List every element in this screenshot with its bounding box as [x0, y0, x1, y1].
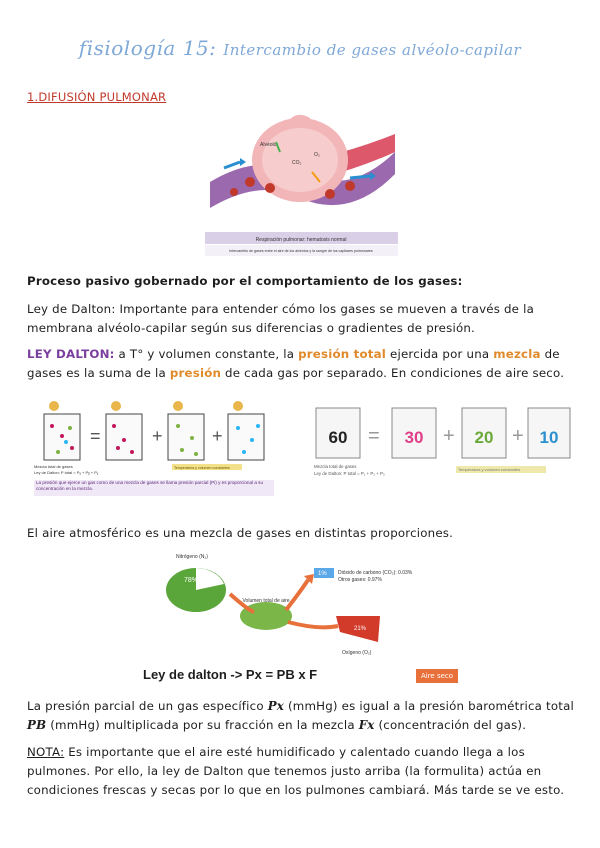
law-keyword-mezcla: mezcla — [493, 347, 541, 361]
note-text: Es importante que el aire esté humidificado y calentado cuando llega a los pulmones. Por ello, la ley de Dalton que tenemos justo arriba (la formulita) actúa en condiciones frescas y secas por lo que en los pulmones cambiará. Más tarde se ve esto. — [27, 745, 565, 797]
dalton-formula: Ley de dalton -> Px = PB x F — [143, 667, 318, 682]
intro-text: Proceso pasivo gobernado por el comportamiento de los gases: — [27, 274, 463, 288]
law-text-1: a T° y volumen constante, la — [114, 347, 299, 361]
op-equals-right: = — [368, 425, 380, 447]
alveolus-label: Alvéolo — [260, 142, 277, 148]
title-sub: Intercambio de gases alvéolo-capilar — [223, 41, 522, 59]
center-label: Volumen total de aire — [242, 598, 290, 604]
air-composition-figure — [158, 550, 458, 658]
partial-pb: PB — [27, 718, 47, 732]
co2-composition: Dióxido de carbono (CO₂): 0.03% — [338, 570, 413, 576]
right-note: Temperatura y volumen constantes — [458, 467, 521, 472]
partial-text-3: (mmHg) multiplicada por su fracción en la mezcla — [46, 718, 359, 732]
o2-composition-label: Oxígeno (O₂) — [342, 650, 372, 656]
value-gas-3: 10 — [539, 428, 559, 447]
co2-label: CO₂ — [292, 160, 302, 166]
alveolus-caption-title: Respiración pulmonar: hematosis normal — [255, 237, 347, 243]
partial-text-4: (concentración del gas). — [374, 718, 527, 732]
value-gas-2: 20 — [474, 428, 494, 447]
law-keyword-total: presión total — [298, 347, 387, 361]
op-plus-left-1: + — [152, 426, 163, 446]
air-paragraph: El aire atmosférico es una mezcla de gases en distintas proporciones. — [27, 526, 454, 540]
law-label: LEY DALTON: — [27, 347, 115, 361]
law-paragraph — [27, 345, 575, 383]
alveolus-figure — [200, 112, 400, 260]
section-heading: 1.DIFUSIÓN PULMONAR — [27, 90, 167, 104]
op-equals-left: = — [90, 426, 101, 446]
o2-value: 21% — [354, 626, 367, 632]
left-note: Temperatura y volumen constantes — [174, 466, 230, 470]
other-gases: Otros gases: 0.97% — [338, 577, 382, 583]
value-gas-1: 30 — [404, 428, 424, 447]
right-label-mix: Mezcla total de gases — [314, 464, 357, 469]
title-main: fisiología 15: — [78, 36, 217, 60]
partial-text-1: La presión parcial de un gas específico — [27, 699, 268, 713]
page-title — [0, 36, 600, 60]
other-value: 1% — [318, 571, 327, 577]
partial-px: Px — [267, 699, 285, 713]
partial-pressure-paragraph — [27, 697, 575, 735]
dalton-containers-left — [32, 396, 282, 496]
dalton-containers-right — [306, 396, 576, 486]
law-text-3: de gases es la suma de la — [27, 347, 560, 380]
note-paragraph — [27, 743, 575, 800]
n2-label: Nitrógeno (N₂) — [176, 554, 208, 560]
law-text-4: de cada gas por separado. En condiciones de aire seco. — [221, 366, 565, 380]
left-formula: Ley de Dalton: P total = Pₐ + Pᵦ + Pᵪ — [34, 470, 99, 475]
partial-text-2: (mmHg) es igual a la presión barométrica total — [284, 699, 575, 713]
o2-label: O₂ — [314, 152, 320, 158]
law-keyword-presion: presión — [169, 366, 222, 380]
law-text-2: ejercida por una — [386, 347, 494, 361]
note-label: NOTA: — [27, 745, 65, 759]
left-label-mix: Mezcla total de gases — [34, 464, 73, 469]
op-plus-left-2: + — [212, 426, 223, 446]
dry-air-badge: Aire seco — [416, 669, 458, 683]
alveolus-caption-text: Intercambio de gases entre el aire de los alvéolos y la sangre de los capilares pulmonares — [229, 249, 373, 253]
partial-fx: Fx — [358, 718, 375, 732]
op-plus-right-2: + — [512, 425, 524, 447]
right-formula: Ley de Dalton: P total = P₁ + P₂ + P₃ — [314, 471, 385, 476]
left-caption: La presión que ejerce un gas como de una mezcla de gases se llama presión parcial (Pi) y es proporcional a su concentración en la mezcla. — [36, 480, 264, 491]
dalton-paragraph: Ley de Dalton: Importante para entender cómo los gases se mueven a través de la membrana alvéolo-capilar según sus diferencias o gradientes de presión. — [27, 302, 535, 335]
op-plus-right-1: + — [443, 425, 455, 447]
n2-value: 78% — [184, 577, 199, 584]
value-total: 60 — [328, 428, 348, 447]
